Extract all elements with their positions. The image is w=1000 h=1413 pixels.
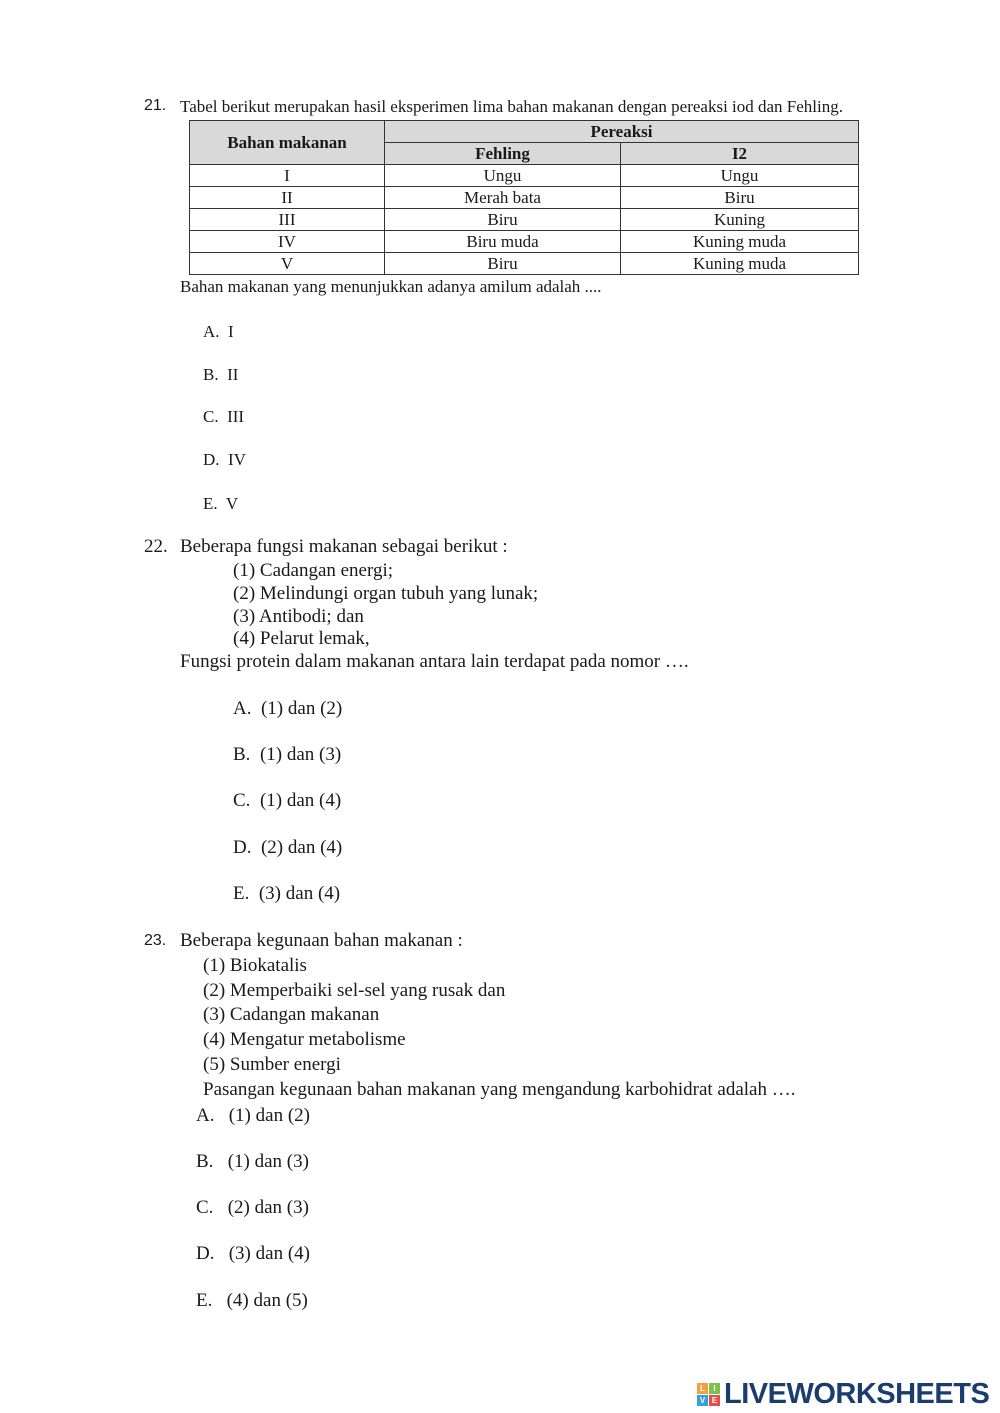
logo-mark-letter: E — [709, 1395, 720, 1406]
option-21-b[interactable] — [203, 365, 238, 385]
cell-i2: Kuning muda — [621, 231, 859, 253]
reagent-results-table — [189, 120, 859, 275]
cell-fehling: Merah bata — [385, 187, 621, 209]
list-item — [233, 583, 538, 605]
option-letter: C. — [203, 407, 219, 426]
item-label: (3) — [203, 1004, 226, 1025]
question-23-stem: Beberapa kegunaan bahan makanan : — [180, 930, 463, 951]
question-21-stem: Tabel berikut merupakan hasil eksperimen lima bahan makanan dengan pereaksi iod dan Fehling. — [180, 97, 844, 116]
option-22-b[interactable] — [233, 744, 341, 766]
item-label: (4) — [203, 1029, 226, 1050]
item-label: (5) — [203, 1054, 226, 1075]
option-text: I — [228, 322, 234, 341]
question-23-number: 23. — [144, 932, 167, 949]
list-item — [233, 560, 393, 582]
logo-mark-letter: L — [697, 1383, 708, 1394]
item-text: Antibodi; dan — [258, 606, 364, 627]
cell-bahan: I — [190, 165, 385, 187]
list-item — [233, 606, 364, 628]
header-bahan-makanan: Bahan makanan — [190, 121, 385, 165]
item-text: Cadangan makanan — [229, 1004, 380, 1025]
question-22-stem: Beberapa fungsi makanan sebagai berikut : — [180, 536, 508, 557]
item-label: (3) — [233, 606, 256, 627]
header-i2: I2 — [621, 143, 859, 165]
item-label: (2) — [233, 583, 256, 604]
option-letter: E. — [233, 883, 250, 904]
cell-fehling: Biru muda — [385, 231, 621, 253]
cell-bahan: V — [190, 253, 385, 275]
table-row — [190, 209, 859, 231]
option-letter: D. — [203, 450, 220, 469]
option-letter: E. — [203, 494, 218, 513]
table-row — [190, 165, 859, 187]
option-letter: B. — [196, 1151, 214, 1172]
header-fehling: Fehling — [385, 143, 621, 165]
option-21-e[interactable] — [203, 494, 238, 514]
table-row — [190, 187, 859, 209]
item-label: (1) — [233, 560, 256, 581]
option-letter: A. — [196, 1105, 215, 1126]
option-21-a[interactable] — [203, 322, 234, 342]
item-text: Biokatalis — [229, 955, 307, 976]
option-text: (1) dan (3) — [259, 744, 342, 765]
list-item — [203, 1004, 379, 1026]
item-text: Cadangan energi; — [259, 560, 394, 581]
option-23-a[interactable] — [196, 1105, 310, 1127]
logo-mark-letter: I — [709, 1383, 720, 1394]
option-23-b[interactable] — [196, 1151, 309, 1173]
option-22-c[interactable] — [233, 790, 341, 812]
list-item — [203, 1054, 341, 1076]
option-letter: A. — [203, 322, 220, 341]
cell-fehling: Ungu — [385, 165, 621, 187]
logo-text: LIVEWORKSHEETS — [724, 1377, 990, 1410]
option-text: (4) dan (5) — [226, 1290, 308, 1311]
option-text: (1) dan (4) — [259, 790, 342, 811]
option-letter: D. — [233, 837, 252, 858]
option-23-e[interactable] — [196, 1290, 308, 1312]
option-letter: B. — [203, 365, 219, 384]
option-23-d[interactable] — [196, 1243, 310, 1265]
cell-bahan: II — [190, 187, 385, 209]
cell-i2: Kuning muda — [621, 253, 859, 275]
list-item — [233, 628, 370, 650]
option-text: (1) dan (3) — [227, 1151, 309, 1172]
header-pereaksi: Pereaksi — [385, 121, 859, 143]
question-21-prompt: Bahan makanan yang menunjukkan adanya amilum adalah .... — [180, 277, 602, 296]
cell-bahan: III — [190, 209, 385, 231]
option-text: (2) dan (4) — [260, 837, 343, 858]
option-22-d[interactable] — [233, 837, 342, 859]
cell-i2: Ungu — [621, 165, 859, 187]
item-text: Melindungi organ tubuh yang lunak; — [259, 583, 539, 604]
cell-fehling: Biru — [385, 209, 621, 231]
option-letter: C. — [233, 790, 251, 811]
logo-mark-letter: V — [697, 1395, 708, 1406]
option-letter: A. — [233, 698, 252, 719]
option-text: (3) dan (4) — [228, 1243, 310, 1264]
option-text: (1) dan (2) — [260, 698, 343, 719]
logo-mark-icon — [697, 1383, 720, 1406]
option-21-d[interactable] — [203, 450, 246, 470]
item-text: Memperbaiki sel-sel yang rusak dan — [229, 980, 506, 1001]
item-label: (4) — [233, 628, 256, 649]
item-label: (1) — [203, 955, 226, 976]
list-item — [203, 1029, 406, 1051]
option-text: V — [225, 494, 239, 513]
list-item — [203, 955, 307, 977]
item-text: Pelarut lemak, — [259, 628, 370, 649]
option-letter: D. — [196, 1243, 215, 1264]
cell-i2: Biru — [621, 187, 859, 209]
option-text: (1) dan (2) — [228, 1105, 310, 1126]
item-label: (2) — [203, 980, 226, 1001]
item-text: Mengatur metabolisme — [229, 1029, 406, 1050]
question-22-prompt: Fungsi protein dalam makanan antara lain terdapat pada nomor …. — [180, 651, 689, 672]
option-letter: B. — [233, 744, 251, 765]
item-text: Sumber energi — [229, 1054, 341, 1075]
option-21-c[interactable] — [203, 407, 244, 427]
question-21-number: 21. — [144, 97, 167, 114]
option-23-c[interactable] — [196, 1197, 309, 1219]
option-text: II — [227, 365, 239, 384]
cell-bahan: IV — [190, 231, 385, 253]
question-22-number: 22. — [144, 536, 168, 557]
cell-i2: Kuning — [621, 209, 859, 231]
option-22-a[interactable] — [233, 698, 342, 720]
option-22-e[interactable] — [233, 883, 340, 905]
liveworksheets-logo — [697, 1379, 989, 1409]
option-text: III — [227, 407, 245, 426]
table-header-row — [190, 121, 859, 143]
option-text: (2) dan (3) — [227, 1197, 309, 1218]
option-text: IV — [228, 450, 246, 469]
option-letter: E. — [196, 1290, 213, 1311]
list-item — [203, 980, 505, 1002]
option-letter: C. — [196, 1197, 214, 1218]
table-row — [190, 253, 859, 275]
option-text: (3) dan (4) — [258, 883, 341, 904]
cell-fehling: Biru — [385, 253, 621, 275]
question-23-prompt: Pasangan kegunaan bahan makanan yang mengandung karbohidrat adalah …. — [203, 1079, 796, 1100]
table-row — [190, 231, 859, 253]
